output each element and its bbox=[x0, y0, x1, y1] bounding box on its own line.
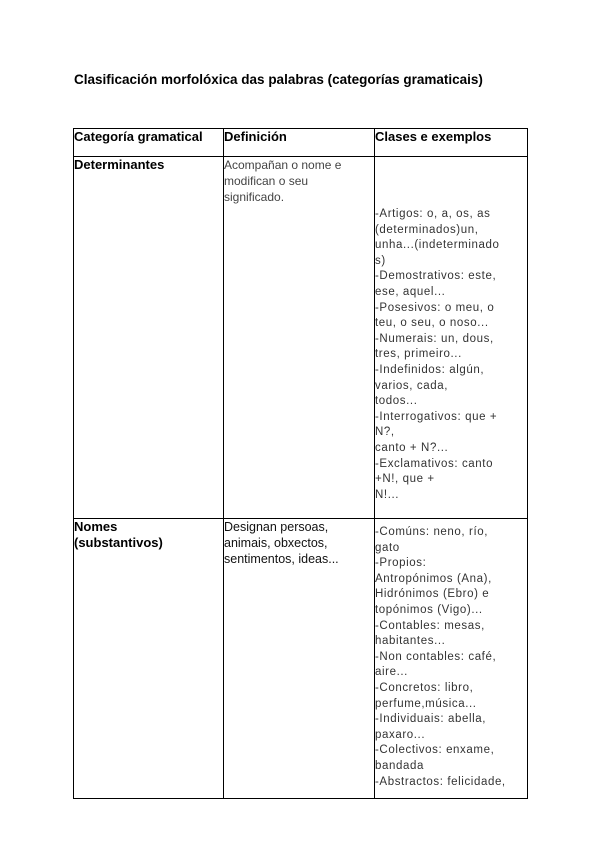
definition-line: Acompañan o nome e bbox=[224, 158, 342, 172]
examples-cell bbox=[375, 519, 528, 799]
example-line: -Non contables: café, bbox=[375, 650, 497, 663]
category-name: Determinantes bbox=[74, 157, 165, 172]
example-line: unha...(indeterminado bbox=[375, 239, 500, 252]
example-line: N?, bbox=[375, 426, 395, 439]
example-line: bandada bbox=[375, 759, 424, 772]
example-line: varios, cada, bbox=[375, 379, 448, 392]
example-line: -Individuais: abella, bbox=[375, 713, 487, 726]
example-line: -Abstractos: felicidade, bbox=[375, 775, 506, 788]
category-cell bbox=[74, 157, 224, 519]
example-line: paxaro... bbox=[375, 728, 426, 741]
definition-line: sentimentos, ideas... bbox=[224, 552, 339, 566]
example-line: -Indefinidos: algún, bbox=[375, 363, 485, 376]
example-line: -Exclamativos: canto bbox=[375, 457, 494, 470]
examples-cell bbox=[375, 157, 528, 519]
header-definition: Definición bbox=[224, 129, 375, 157]
example-line: gato bbox=[375, 541, 400, 554]
example-line: N!... bbox=[375, 488, 400, 501]
example-line: canto + N?... bbox=[375, 441, 449, 454]
header-category: Categoría gramatical bbox=[74, 129, 224, 157]
definition-cell bbox=[224, 157, 375, 519]
example-line: (determinados)un, bbox=[375, 223, 479, 236]
example-line: -Comúns: neno, río, bbox=[375, 526, 489, 538]
example-line: -Posesivos: o meu, o bbox=[375, 301, 495, 314]
example-line: -Demostrativos: este, bbox=[375, 270, 497, 283]
example-line: ese, aquel... bbox=[375, 285, 446, 298]
definition-line: significado. bbox=[224, 190, 285, 204]
example-line: teu, o seu, o noso... bbox=[375, 317, 489, 330]
table-row-nomes bbox=[74, 519, 528, 799]
example-line: todos... bbox=[375, 395, 418, 408]
example-line: -Numerais: un, dous, bbox=[375, 332, 494, 345]
example-line: +N!, que + bbox=[375, 473, 435, 486]
category-name: (substantivos) bbox=[74, 535, 163, 550]
example-line: -Propios: bbox=[375, 557, 427, 570]
example-line: Antropónimos (Ana), bbox=[375, 572, 492, 585]
example-line: habitantes... bbox=[375, 635, 446, 648]
example-line: -Interrogativos: que + bbox=[375, 410, 498, 423]
example-line: -Contables: mesas, bbox=[375, 619, 485, 632]
example-line: s) bbox=[375, 254, 386, 267]
example-line: tres, primeiro... bbox=[375, 348, 462, 361]
example-line: perfume,música... bbox=[375, 697, 477, 710]
example-line: -Concretos: libro, bbox=[375, 681, 474, 694]
example-line: aire... bbox=[375, 666, 408, 679]
definition-line: Designan persoas, bbox=[224, 520, 329, 534]
grammar-categories-table bbox=[73, 128, 528, 799]
document-title: Clasificación morfolóxica das palabras (categorías gramaticais) bbox=[74, 72, 483, 87]
table-header-row bbox=[74, 129, 528, 157]
example-line: Hidrónimos (Ebro) e bbox=[375, 588, 490, 601]
example-line: topónimos (Vigo)... bbox=[375, 603, 483, 616]
table-row-determinantes bbox=[74, 157, 528, 519]
category-cell bbox=[74, 519, 224, 799]
category-name: Nomes bbox=[74, 519, 118, 534]
example-line: -Colectivos: enxame, bbox=[375, 744, 495, 757]
header-examples: Clases e exemplos bbox=[375, 129, 528, 157]
definition-cell bbox=[224, 519, 375, 799]
definition-line: modifican o seu bbox=[224, 174, 309, 188]
definition-line: animais, obxectos, bbox=[224, 536, 328, 550]
example-line: -Artigos: o, a, os, as bbox=[375, 208, 491, 220]
